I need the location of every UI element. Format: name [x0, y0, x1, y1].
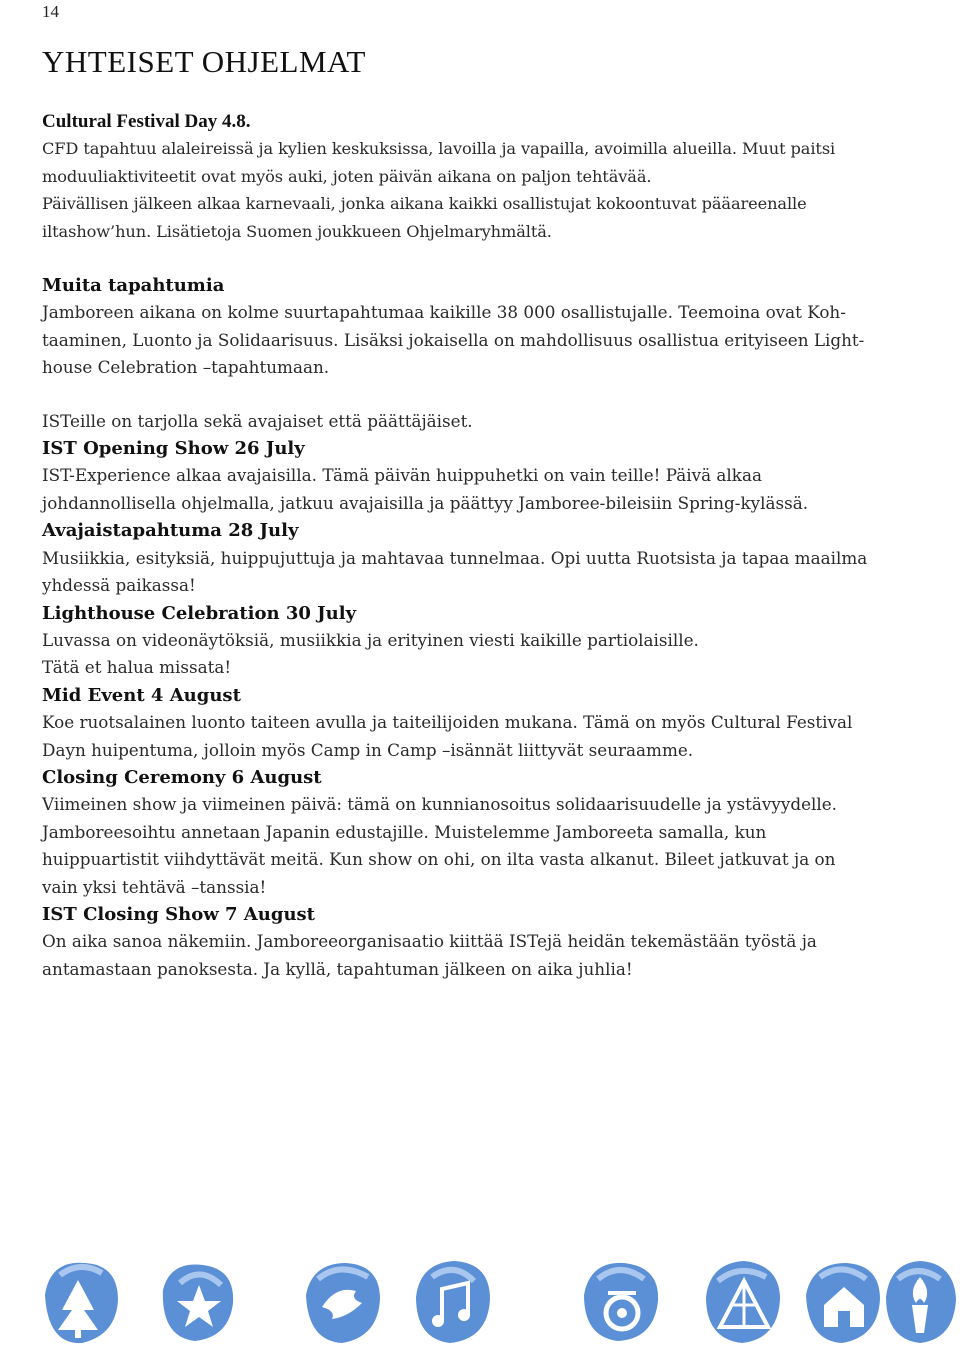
- paragraph-line: Jamboreen aikana on kolme suurtapahtumaa kaikille 38 000 osallistujalle. Teemoina ovat Koh-: [42, 302, 846, 323]
- paragraph-line: iltashow’hun. Lisätietoja Suomen joukkueen Ohjelmaryhmältä.: [42, 221, 552, 241]
- paragraph-line: Musiikkia, esityksiä, huippujuttuja ja mahtavaa tunnelmaa. Opi uutta Ruotsista ja tapaa maailma: [42, 547, 868, 568]
- paragraph-line: IST-Experience alkaa avajaisilla. Tämä päivän huippuhetki on vain teille! Päivä alkaa: [42, 465, 762, 486]
- bicycle-icon: [584, 1263, 658, 1341]
- paragraph-line: yhdessä paikassa!: [42, 575, 196, 596]
- section-heading: Cultural Festival Day 4.8.: [42, 111, 251, 132]
- music-icon: [416, 1261, 490, 1343]
- event-mid-event: [42, 682, 922, 764]
- event-lighthouse-celebration: [42, 600, 922, 682]
- event-heading: IST Closing Show 7 August: [42, 903, 315, 925]
- section-muita-tapahtumia: [42, 272, 922, 382]
- paragraph-line: On aika sanoa näkemiin. Jamboreeorganisaatio kiittää ISTejä heidän tekemästään työstä ja: [42, 931, 817, 952]
- paragraph-line: Koe ruotsalainen luonto taiteen avulla ja taiteilijoiden mukana. Tämä on myös Cultural Festival: [42, 712, 853, 733]
- event-ist-closing-show: [42, 901, 922, 983]
- paragraph-line: johdannollisella ohjelmalla, jatkuu avajaisilla ja päättyy Jamboree-bileisiin Spring-kylässä.: [42, 492, 809, 513]
- section-cultural-festival-day: [42, 108, 922, 245]
- paragraph-line: CFD tapahtuu alaleireissä ja kylien keskuksissa, lavoilla ja vapailla, avoimilla alueilla. Muut paitsi: [42, 139, 836, 159]
- event-heading: Mid Event 4 August: [42, 684, 241, 706]
- house-icon: [806, 1263, 880, 1343]
- ist-intro: ISTeille on tarjolla sekä avajaiset että päättäjäiset.: [42, 410, 473, 431]
- event-avajaistapahtuma: [42, 517, 922, 599]
- tree-icon: [45, 1263, 118, 1343]
- paragraph-line: moduuliaktiviteetit ovat myös auki, joten päivän aikana on paljon tehtävää.: [42, 166, 652, 186]
- footer-icon-strip: [0, 1255, 960, 1355]
- paragraph-line: Jamboreesoihtu annetaan Japanin edustajille. Muistelemme Jamboreeta samalla, kun: [42, 821, 767, 842]
- event-closing-ceremony: [42, 764, 922, 901]
- paragraph-line: antamastaan panoksesta. Ja kyllä, tapahtuman jälkeen on aika juhlia!: [42, 958, 633, 979]
- event-heading: Lighthouse Celebration 30 July: [42, 602, 357, 624]
- dove-icon: [306, 1263, 380, 1343]
- torch-icon: [886, 1261, 956, 1343]
- page-title: YHTEISET OHJELMAT: [42, 44, 366, 79]
- content: [42, 108, 922, 983]
- paragraph-line: taaminen, Luonto ja Solidaarisuus. Lisäksi jokaisella on mahdollisuus osallistua erityiseen Light-: [42, 329, 865, 350]
- section-heading: Muita tapahtumia: [42, 275, 225, 297]
- event-heading: IST Opening Show 26 July: [42, 438, 305, 460]
- paragraph-line: Luvassa on videonäytöksiä, musiikkia ja erityinen viesti kaikille partiolaisille.: [42, 629, 699, 650]
- event-ist-opening-show: [42, 435, 922, 517]
- star-icon: [163, 1265, 233, 1341]
- tent-icon: [706, 1261, 780, 1343]
- paragraph-line: Viimeinen show ja viimeinen päivä: tämä on kunnianosoitus solidaarisuudelle ja ystävyydelle.: [42, 794, 837, 815]
- page-number: 14: [42, 2, 59, 21]
- event-heading: Closing Ceremony 6 August: [42, 766, 322, 788]
- event-heading: Avajaistapahtuma 28 July: [42, 520, 299, 542]
- footer-icons-svg: [0, 1255, 960, 1355]
- paragraph-line: vain yksi tehtävä –tanssia!: [42, 876, 267, 897]
- paragraph-line: Dayn huipentuma, jolloin myös Camp in Camp –isännät liittyvät seuraamme.: [42, 739, 694, 760]
- paragraph-line: house Celebration –tapahtumaan.: [42, 357, 330, 378]
- paragraph-line: huippuartistit viihdyttävät meitä. Kun show on ohi, on ilta vasta alkanut. Bileet jatkuvat ja on: [42, 849, 836, 870]
- paragraph-line: Tätä et halua missata!: [42, 657, 232, 678]
- paragraph-line: Päivällisen jälkeen alkaa karnevaali, jonka aikana kaikki osallistujat kokoontuvat pääareenalle: [42, 194, 807, 214]
